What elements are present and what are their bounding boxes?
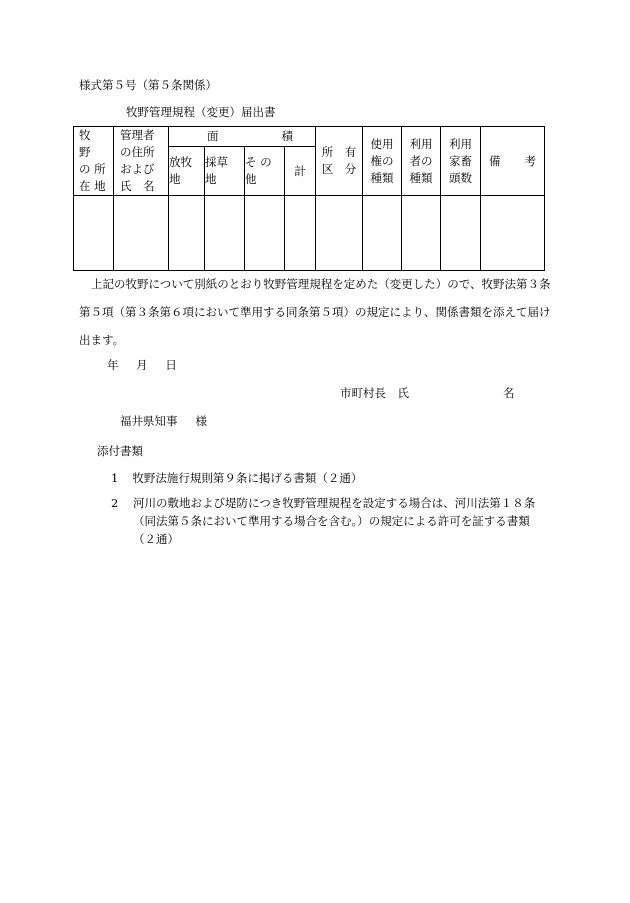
cell-other[interactable] <box>245 196 285 271</box>
attachments-heading: 添付書類 <box>97 444 143 458</box>
governor-label: 福井県知事 <box>120 414 178 428</box>
cell-pasture[interactable] <box>169 196 205 271</box>
header-remarks: 備 考 <box>481 127 545 196</box>
attachment-number: 2 <box>111 496 119 510</box>
header-user: 利用 者の 種類 <box>402 127 441 196</box>
cell-livestock[interactable] <box>441 196 481 271</box>
header-location: 牧 野 の 所 在 地 <box>74 127 114 196</box>
header-area: 面 積 <box>169 127 316 147</box>
form-number-label: 様式第５号（第５条関係） <box>79 78 217 92</box>
header-usage-right: 使用 権の 種類 <box>363 127 402 196</box>
header-pasture: 放牧 地 <box>169 147 205 196</box>
cell-total[interactable] <box>285 196 316 271</box>
attachment-item <box>111 469 362 487</box>
attachment-item <box>111 494 546 548</box>
attachment-text: 牧野法施行規則第９条に掲げる書類（２通） <box>132 471 363 485</box>
body-paragraph: 上記の牧野について別紙のとおり牧野管理規程を定めた（変更した）ので、牧野法第３条第５項（第３条第６項において準用する同条第５項）の規定により、関係書類を添えて届け出ます。 <box>79 277 551 347</box>
honorific: 様 <box>195 414 207 428</box>
cell-ownership[interactable] <box>316 196 363 271</box>
mayor-name-label: 市町村長 氏 <box>340 386 409 400</box>
date-year[interactable]: 年 <box>107 358 119 372</box>
cell-meadow[interactable] <box>205 196 245 271</box>
header-manager: 管理者 の住所 および 氏 名 <box>114 127 169 196</box>
date-line <box>107 357 191 373</box>
area-table <box>73 126 545 271</box>
header-ownership: 所 有 区 分 <box>316 127 363 196</box>
header-meadow: 採草 地 <box>205 147 245 196</box>
header-total: 計 <box>285 147 316 196</box>
cell-user[interactable] <box>402 196 441 271</box>
attachment-number: 1 <box>111 471 119 485</box>
name-label: 名 <box>503 386 515 400</box>
header-livestock: 利用 家畜 頭数 <box>441 127 481 196</box>
header-other: そ の 他 <box>245 147 285 196</box>
addressee <box>120 413 207 429</box>
cell-remarks[interactable] <box>481 196 545 271</box>
date-month[interactable]: 月 <box>136 358 148 372</box>
document-title: 牧野管理規程（変更）届出書 <box>126 105 276 119</box>
table-row <box>74 196 545 271</box>
cell-usage-right[interactable] <box>363 196 402 271</box>
cell-manager[interactable] <box>114 196 169 271</box>
date-day[interactable]: 日 <box>165 358 177 372</box>
attachment-text: 河川の敷地および堤防につき牧野管理規程を設定する場合は、河川法第１８条（同法第５条において準用する場合を含む。）の規定による許可を証する書類（２通） <box>133 496 536 546</box>
cell-location[interactable] <box>74 196 114 271</box>
